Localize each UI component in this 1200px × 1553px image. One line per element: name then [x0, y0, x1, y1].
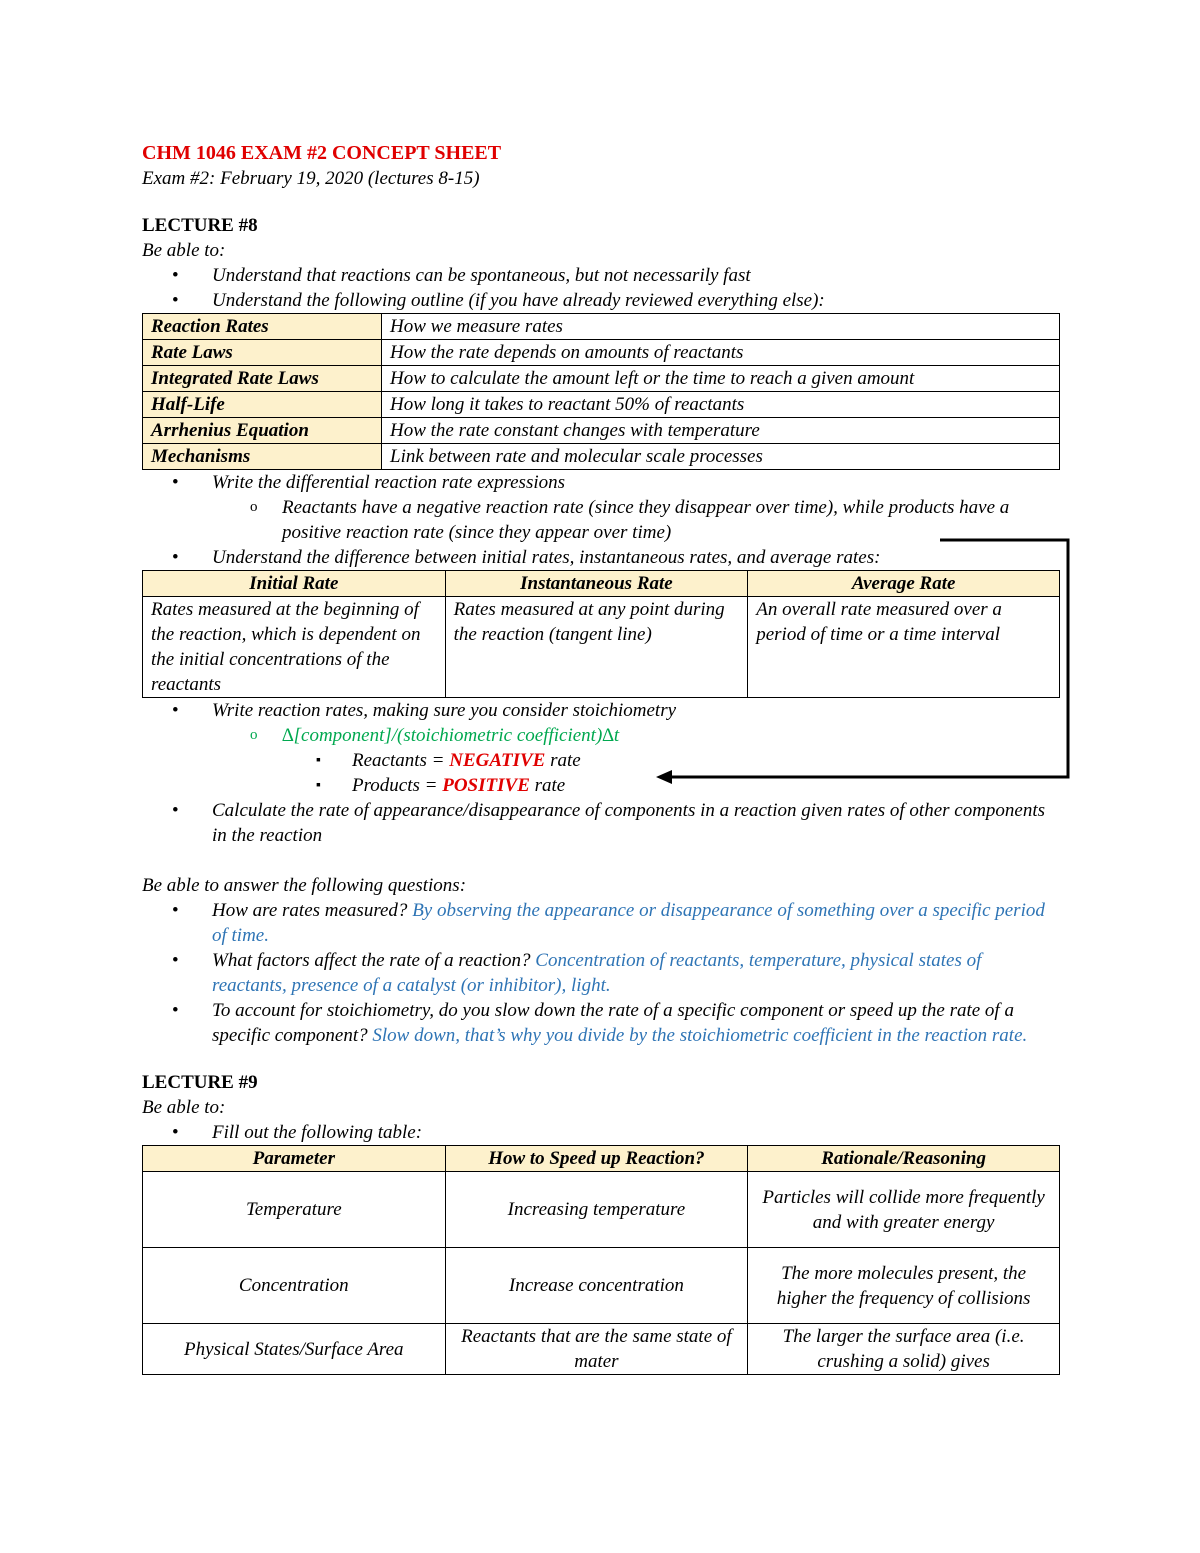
lecture-9-list [142, 1120, 1060, 1145]
bullet-spontaneous: • Understand that reactions can be spontaneous, but not necessarily fast [142, 263, 1060, 288]
bullet-fill-table: • Fill out the following table: [142, 1120, 1060, 1145]
questions-list [142, 898, 1060, 1048]
bullet-calculate: • Calculate the rate of appearance/disappearance of components in a reaction given rates of other components in the reaction [142, 798, 1060, 848]
table-row: Half-Life How long it takes to reactant 50% of reactants [143, 392, 1060, 418]
header-parameter: Parameter [143, 1146, 446, 1172]
lecture-8-list-2 [142, 470, 1060, 570]
rates-table [142, 570, 1060, 698]
exam-date: Exam #2: February 19, 2020 (lectures 8-15) [142, 168, 480, 189]
header-average-rate: Average Rate [748, 571, 1060, 597]
parameters-table [142, 1145, 1060, 1375]
question-item: • To account for stoichiometry, do you slow down the rate of a specific component or speed up the rate of a specific component? Slow down, that’s why you divide by the stoichiometric coefficient in the reaction rate. [142, 998, 1060, 1048]
bullet-rate-types: • Understand the difference between initial rates, instantaneous rates, and average rates: [142, 545, 1060, 570]
lecture-8-list [142, 263, 1060, 313]
cell-instantaneous-rate: Rates measured at any point during the reaction (tangent line) [445, 597, 748, 698]
header-rationale: Rationale/Reasoning [748, 1146, 1060, 1172]
table-row: Integrated Rate Laws How to calculate the amount left or the time to reach a given amount [143, 366, 1060, 392]
products-rule: ▪ Products = POSITIVE rate [142, 773, 1060, 798]
positive-word: POSITIVE [442, 775, 530, 796]
bullet-differential: • Write the differential reaction rate expressions [142, 470, 1060, 495]
lecture-8-list-3 [142, 698, 1060, 848]
table-row: Concentration Increase concentration The more molecules present, the higher the frequency of collisions [143, 1248, 1060, 1324]
table-row: Arrhenius Equation How the rate constant changes with temperature [143, 418, 1060, 444]
answer-text: By observing the appearance or disappearance of something over a specific period of time. [212, 900, 1045, 946]
formula-line: o ∆[component]/(stoichiometric coefficient)∆t [142, 723, 1060, 748]
question-item: • How are rates measured? By observing the appearance or disappearance of something over a specific period of time. [142, 898, 1060, 948]
bullet-outline: • Understand the following outline (if you have already reviewed everything else): [142, 288, 1060, 313]
bullet-stoichiometry: • Write reaction rates, making sure you consider stoichiometry [142, 698, 1060, 723]
table-row: Mechanisms Link between rate and molecular scale processes [143, 444, 1060, 470]
header-speed-up: How to Speed up Reaction? [445, 1146, 748, 1172]
cell-initial-rate: Rates measured at the beginning of the reaction, which is dependent on the initial concentrations of the reactants [143, 597, 446, 698]
table-row: Rate Laws How the rate depends on amounts of reactants [143, 340, 1060, 366]
be-able-label: Be able to: [142, 240, 226, 261]
reactants-rule: ▪ Reactants = NEGATIVE rate [142, 748, 1060, 773]
be-able-label: Be able to: [142, 1097, 226, 1118]
lecture-8-heading: LECTURE #8 [142, 215, 258, 236]
document-page [142, 140, 1060, 1375]
negative-word: NEGATIVE [449, 750, 546, 771]
answer-text: Concentration of reactants, temperature, physical states of reactants, presence of a catalyst (or inhibitor), light. [212, 950, 982, 996]
table-row: Reaction Rates How we measure rates [143, 314, 1060, 340]
table-row [143, 597, 1060, 698]
sub-bullet-reactants: o Reactants have a negative reaction rate (since they disappear over time), while products have a positive reaction rate (since they appear over time) [142, 495, 1060, 545]
answer-text: Slow down, that’s why you divide by the stoichiometric coefficient in the reaction rate. [372, 1025, 1028, 1046]
table-row: Temperature Increasing temperature Particles will collide more frequently and with greater energy [143, 1172, 1060, 1248]
table-row: Physical States/Surface Area Reactants that are the same state of mater The larger the surface area (i.e. crushing a solid) gives [143, 1324, 1060, 1375]
questions-intro: Be able to answer the following questions: [142, 875, 467, 896]
header-instantaneous-rate: Instantaneous Rate [445, 571, 748, 597]
question-item: • What factors affect the rate of a reaction? Concentration of reactants, temperature, physical states of reactants, presence of a catalyst (or inhibitor), light. [142, 948, 1060, 998]
lecture-9-heading: LECTURE #9 [142, 1072, 258, 1093]
cell-average-rate: An overall rate measured over a period of time or a time interval [748, 597, 1060, 698]
outline-table [142, 313, 1060, 470]
page-title: CHM 1046 EXAM #2 CONCEPT SHEET [142, 142, 502, 164]
header-initial-rate: Initial Rate [143, 571, 446, 597]
